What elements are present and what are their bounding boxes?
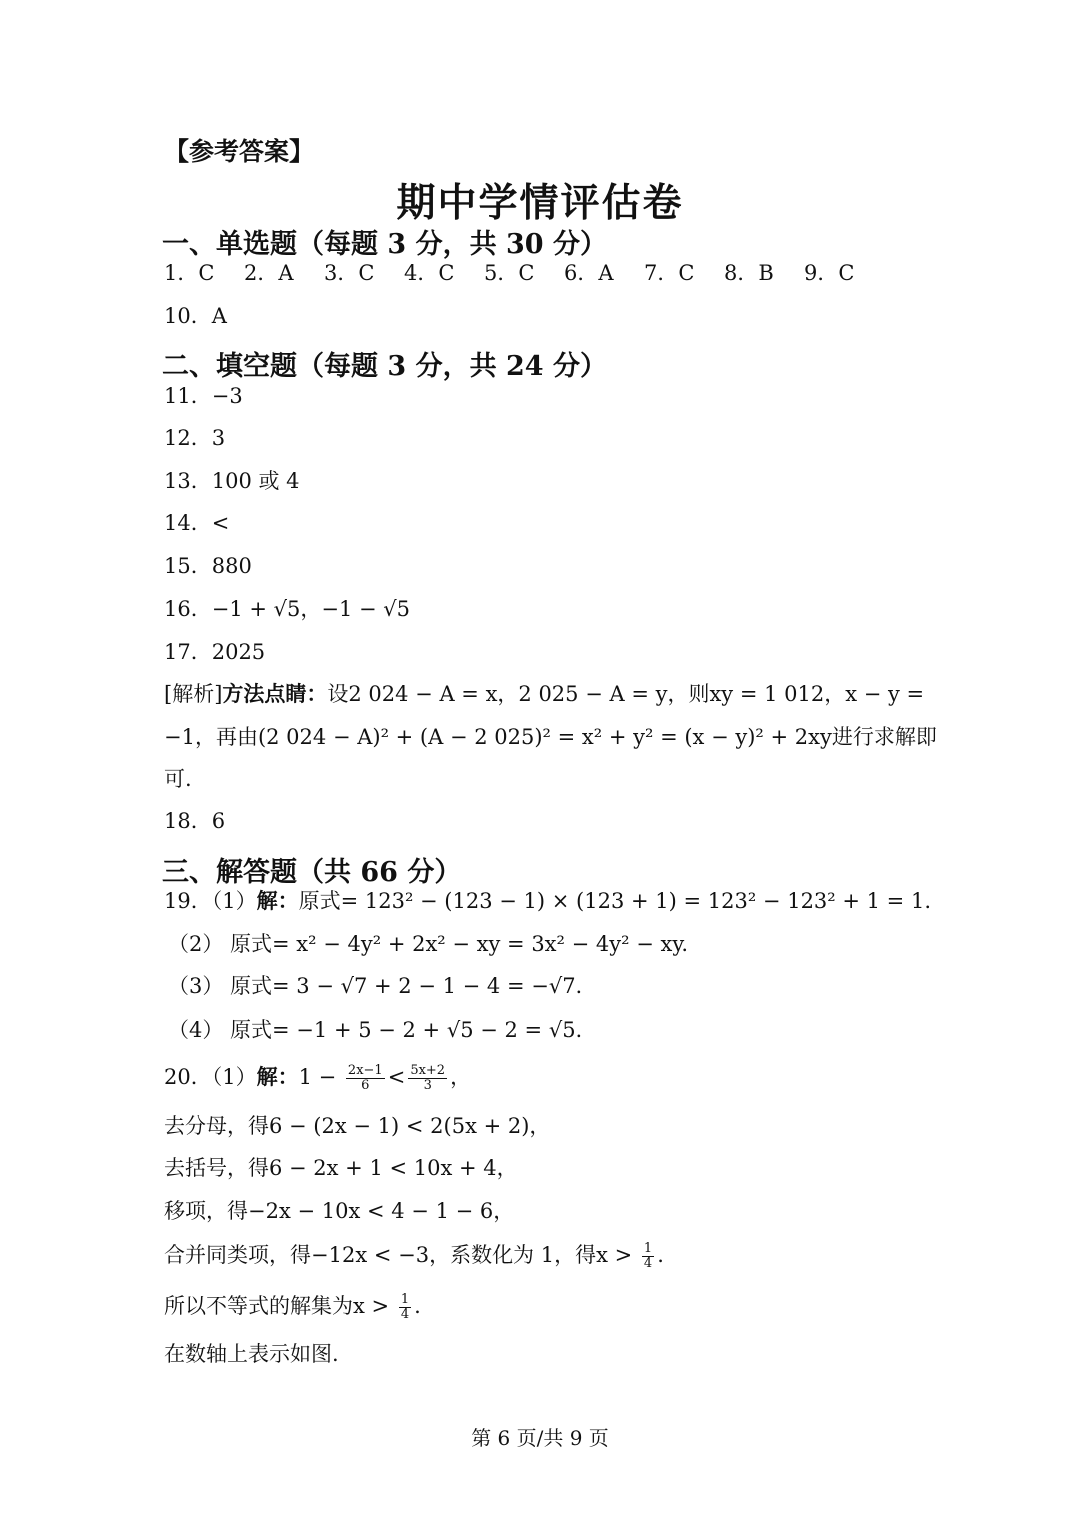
section-1-title: 一、单选题（每题 3 分，共 30 分） <box>162 229 607 260</box>
q20-expr-lead: 1 − <box>298 1065 337 1089</box>
fill-answer-12: 12．3 <box>164 426 226 450</box>
fill-answer-15: 15．880 <box>164 554 252 578</box>
q19-number: 19．（1） <box>164 889 257 913</box>
q19-part1 <box>164 886 931 916</box>
q19-part4: （4） 原式= −1 + 5 − 2 + √5 − 2 = √5. <box>168 1018 583 1042</box>
page-footer: 第 6 页/共 9 页 <box>471 1426 609 1450</box>
fraction: $\frac{5x+2}{3}$ <box>410 1063 446 1093</box>
mc-answers-row <box>164 258 884 288</box>
mc-answer-10: 10．A <box>164 304 227 328</box>
fill-answer-14: 14．< <box>164 511 230 535</box>
step-combine: 合并同类项，得−12x < −3，系数化为 1，得x > $\frac{1}{4}$ . <box>164 1241 664 1271</box>
fraction: $\frac{1}{4}$ <box>400 1292 410 1322</box>
analysis-line-1 <box>164 679 924 709</box>
fill-answer-17: 17．2025 <box>164 640 266 664</box>
mc-answer: 3．C <box>324 261 375 285</box>
answer-key-tag: 【参考答案】 <box>164 137 315 166</box>
q19-part2: （2） 原式= x² − 4y² + 2x² − xy = 3x² − 4y² − xy. <box>168 932 689 956</box>
q19-part1-text: 原式= 123² − (123 − 1) × (123 + 1) = 123² − 123² + 1 = 1. <box>298 889 931 913</box>
q20-number: 20．（1） <box>164 1065 257 1089</box>
q19-part3: （3） 原式= 3 − √7 + 2 − 1 − 4 = −√7. <box>168 974 583 998</box>
step-number-line: 在数轴上表示如图. <box>164 1342 339 1366</box>
fill-answer-13: 13．100 或 4 <box>164 469 300 493</box>
section-2-title: 二、填空题（每题 3 分，共 24 分） <box>162 351 607 382</box>
q20-part1: 20．（1）解：1 − $\frac{2x-1}{6}$ < $\frac{5x+2}{3}$ ， <box>164 1063 472 1093</box>
page-title: 期中学情评估卷 <box>396 180 684 226</box>
less-than-sign: < <box>387 1065 406 1089</box>
fraction: $\frac{2x-1}{6}$ <box>347 1063 383 1093</box>
step-parentheses: 去括号，得6 − 2x + 1 < 10x + 4， <box>164 1156 518 1180</box>
section-3-title: 三、解答题（共 66 分） <box>162 857 462 888</box>
analysis-text: 设2 024 − A = x，2 025 − A = y，则xy = 1 012，x − y = <box>327 682 925 706</box>
mc-answer: 4．C <box>404 261 455 285</box>
mc-answer: 9．C <box>804 261 855 285</box>
mc-answer: 7．C <box>644 261 695 285</box>
q20-solution-label: 解： <box>256 1064 299 1089</box>
analysis-line-3: 可. <box>164 767 192 791</box>
mc-answer: 2．A <box>244 261 294 285</box>
analysis-method-label: 方法点睛： <box>222 681 328 706</box>
step-solution-set: 所以不等式的解集为x > $\frac{1}{4}$ . <box>164 1292 421 1322</box>
analysis-prefix: [解析] <box>164 682 223 706</box>
fill-answer-18: 18．6 <box>164 809 226 833</box>
analysis-line-2: −1，再由(2 024 − A)² + (A − 2 025)² = x² + y² = (x − y)² + 2xy进行求解即 <box>164 725 937 749</box>
mc-answer: 6．A <box>564 261 614 285</box>
step-transpose: 移项，得−2x − 10x < 4 − 1 − 6， <box>164 1199 515 1223</box>
fraction: $\frac{1}{4}$ <box>643 1241 653 1271</box>
mc-answer: 8．B <box>724 261 774 285</box>
q19-solution-label: 解： <box>256 888 299 913</box>
mc-answer: 1．C <box>164 261 215 285</box>
fill-answer-11: 11．−3 <box>164 384 243 408</box>
fill-answer-16: 16．−1 + √5，−1 − √5 <box>164 597 411 621</box>
mc-answer: 5．C <box>484 261 535 285</box>
step-denominator: 去分母，得6 − (2x − 1) < 2(5x + 2)， <box>164 1114 551 1138</box>
